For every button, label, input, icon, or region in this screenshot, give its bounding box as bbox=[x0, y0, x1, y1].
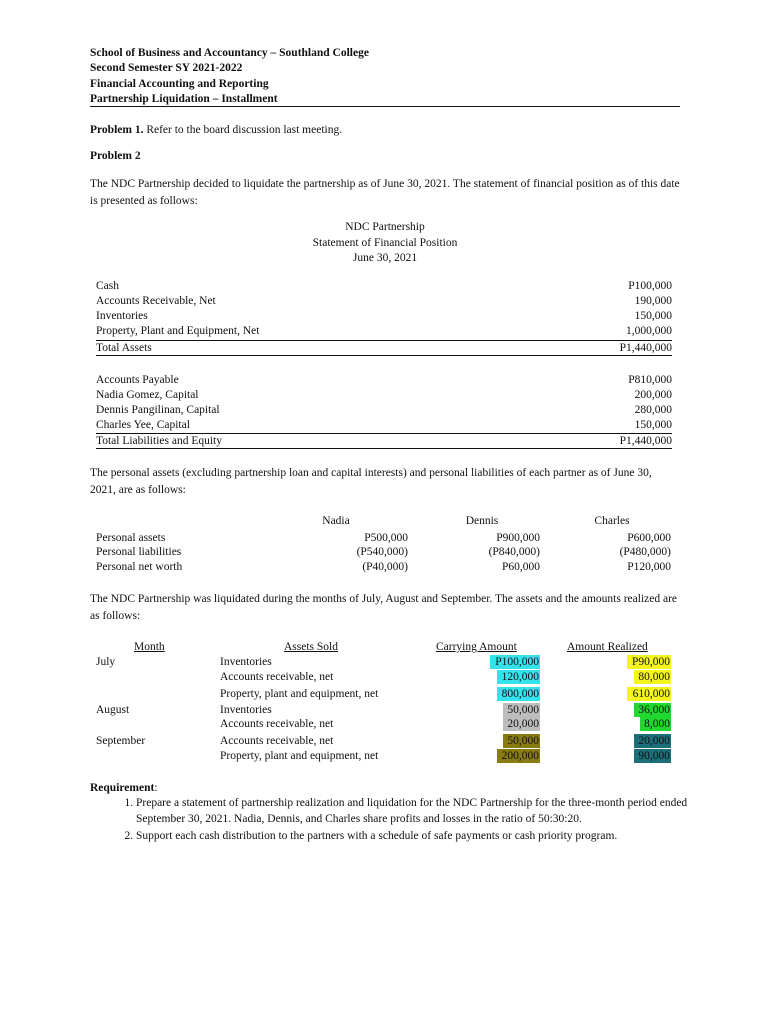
personal-value: P500,000 bbox=[364, 532, 408, 544]
requirement-item: 2. Support each cash distribution to the partners with a schedule of safe payments or cash priority program. bbox=[136, 829, 726, 845]
liq-month: August bbox=[96, 704, 130, 716]
personal-header-dennis: Dennis bbox=[465, 515, 499, 527]
sfp-asset-row bbox=[96, 309, 672, 324]
sfp-capital-row bbox=[96, 403, 672, 418]
personal-value: (P40,000) bbox=[362, 561, 408, 573]
liq-realized-amount: 36,000 bbox=[634, 703, 671, 717]
problem-1-text: Refer to the board discussion last meeting. bbox=[143, 124, 343, 136]
personal-header-charles: Charles bbox=[594, 515, 630, 527]
liq-header-realized: Amount Realized bbox=[567, 641, 648, 653]
liq-asset: Accounts receivable, net bbox=[220, 671, 334, 683]
personal-value: P120,000 bbox=[627, 561, 671, 573]
sfp-asset-amount: P100,000 bbox=[628, 280, 672, 292]
sfp-liability-label: Accounts Payable bbox=[96, 374, 179, 386]
liq-header-month: Month bbox=[134, 641, 165, 653]
sfp-asset-row bbox=[96, 279, 672, 294]
requirement-label: Requirement bbox=[90, 782, 155, 794]
sfp-asset-label: Property, Plant and Equipment, Net bbox=[96, 325, 260, 337]
sfp-total-le-amount: P1,440,000 bbox=[619, 435, 672, 447]
header-divider bbox=[90, 106, 680, 107]
personal-row-label: Personal net worth bbox=[96, 561, 183, 573]
personal-row-label: Personal assets bbox=[96, 532, 166, 544]
liq-carrying-amount: 50,000 bbox=[503, 703, 540, 717]
sfp-date: June 30, 2021 bbox=[352, 252, 418, 264]
sfp-capital-amount: 150,000 bbox=[634, 419, 672, 431]
liq-realized-amount: P90,000 bbox=[627, 655, 671, 669]
problem-2-intro: The NDC Partnership decided to liquidate the partnership as of June 30, 2021. The statement of financial position as of this date is presented as follows: bbox=[90, 178, 680, 207]
liq-carrying-amount: P100,000 bbox=[490, 655, 540, 669]
sfp-capital-label: Dennis Pangilinan, Capital bbox=[96, 404, 220, 416]
sfp-total-le-row bbox=[96, 433, 672, 449]
sfp-capital-label: Charles Yee, Capital bbox=[96, 419, 190, 431]
liq-realized-amount: 8,000 bbox=[640, 717, 671, 731]
requirement-list bbox=[90, 796, 726, 845]
sfp-capital-amount: 280,000 bbox=[634, 404, 672, 416]
sfp-company: NDC Partnership bbox=[345, 221, 425, 233]
semester-line: Second Semester SY 2021-2022 bbox=[90, 62, 243, 75]
problem-2-label: Problem 2 bbox=[90, 150, 141, 162]
liq-month: July bbox=[96, 656, 116, 668]
liq-asset: Accounts receivable, net bbox=[220, 718, 334, 730]
liq-realized-amount: 90,000 bbox=[634, 749, 671, 763]
sfp-asset-label: Inventories bbox=[96, 310, 148, 322]
personal-value: (P840,000) bbox=[488, 546, 540, 558]
sfp-asset-amount: 150,000 bbox=[634, 310, 672, 322]
sfp-liability-amount: P810,000 bbox=[628, 374, 672, 386]
sfp-capital-row bbox=[96, 388, 672, 403]
requirement-item: 1. Prepare a statement of partnership realization and liquidation for the NDC Partnership for the three-month period ended September 30, 2021. Nadia, Dennis, and Charles share profits and losses in the ratio of 50:30:20. bbox=[136, 796, 726, 828]
sfp-total-assets-label: Total Assets bbox=[96, 342, 152, 354]
sfp-capital-label: Nadia Gomez, Capital bbox=[96, 389, 199, 401]
liq-carrying-amount: 50,000 bbox=[503, 734, 540, 748]
liq-asset: Inventories bbox=[220, 656, 272, 668]
sfp-total-le-label: Total Liabilities and Equity bbox=[96, 435, 222, 447]
liquidation-intro: The NDC Partnership was liquidated during the months of July, August and September. The assets and the amounts realized are as follows: bbox=[90, 593, 678, 622]
liq-realized-amount: 610,000 bbox=[627, 687, 671, 701]
liq-asset: Property, plant and equipment, net bbox=[220, 750, 379, 762]
liq-carrying-amount: 200,000 bbox=[497, 749, 540, 763]
sfp-capital-row bbox=[96, 418, 672, 433]
liq-realized-amount: 80,000 bbox=[634, 670, 671, 684]
personal-value: P60,000 bbox=[501, 561, 540, 573]
personal-header-nadia: Nadia bbox=[322, 515, 350, 527]
sfp-statement-name: Statement of Financial Position bbox=[312, 236, 458, 249]
liq-carrying-amount: 800,000 bbox=[497, 687, 540, 701]
liq-carrying-amount: 120,000 bbox=[497, 670, 540, 684]
sfp-asset-row bbox=[96, 294, 672, 309]
sfp-total-assets-amount: P1,440,000 bbox=[619, 342, 672, 354]
personal-value: P600,000 bbox=[627, 532, 671, 544]
personal-row-label: Personal liabilities bbox=[96, 546, 182, 558]
sfp-liability-row bbox=[96, 373, 672, 388]
sfp-asset-row bbox=[96, 324, 672, 339]
sfp-asset-label: Cash bbox=[96, 280, 119, 292]
liq-asset: Inventories bbox=[220, 704, 272, 716]
personal-value: (P480,000) bbox=[619, 546, 671, 558]
school-line: School of Business and Accountancy – Southland College bbox=[90, 47, 369, 59]
sfp-asset-amount: 190,000 bbox=[634, 295, 672, 307]
sfp-total-assets-row bbox=[96, 340, 672, 356]
document-header bbox=[90, 46, 680, 107]
sfp-asset-label: Accounts Receivable, Net bbox=[96, 295, 216, 307]
requirement-heading bbox=[90, 780, 680, 797]
personal-value: P900,000 bbox=[496, 532, 540, 544]
personal-intro: The personal assets (excluding partnership loan and capital interests) and personal liabilities of each partner as of June 30, 2021, are as follows: bbox=[90, 467, 652, 496]
liq-month: September bbox=[96, 735, 146, 747]
liq-carrying-amount: 20,000 bbox=[503, 717, 540, 731]
sfp-asset-amount: 1,000,000 bbox=[626, 325, 672, 337]
requirement-colon: : bbox=[154, 782, 158, 794]
problem-1-label: Problem 1. bbox=[90, 124, 144, 136]
course-line: Financial Accounting and Reporting bbox=[90, 77, 269, 90]
liq-asset: Accounts receivable, net bbox=[220, 735, 334, 747]
personal-value: (P540,000) bbox=[356, 546, 408, 558]
topic-line: Partnership Liquidation – Installment bbox=[90, 92, 278, 105]
liq-realized-amount: 20,000 bbox=[634, 734, 671, 748]
sfp-title bbox=[90, 220, 680, 267]
sfp-capital-amount: 200,000 bbox=[634, 389, 672, 401]
problem-1 bbox=[90, 122, 680, 139]
liq-header-carrying: Carrying Amount bbox=[436, 641, 517, 653]
liq-header-assets: Assets Sold bbox=[284, 641, 338, 653]
liq-asset: Property, plant and equipment, net bbox=[220, 688, 379, 700]
